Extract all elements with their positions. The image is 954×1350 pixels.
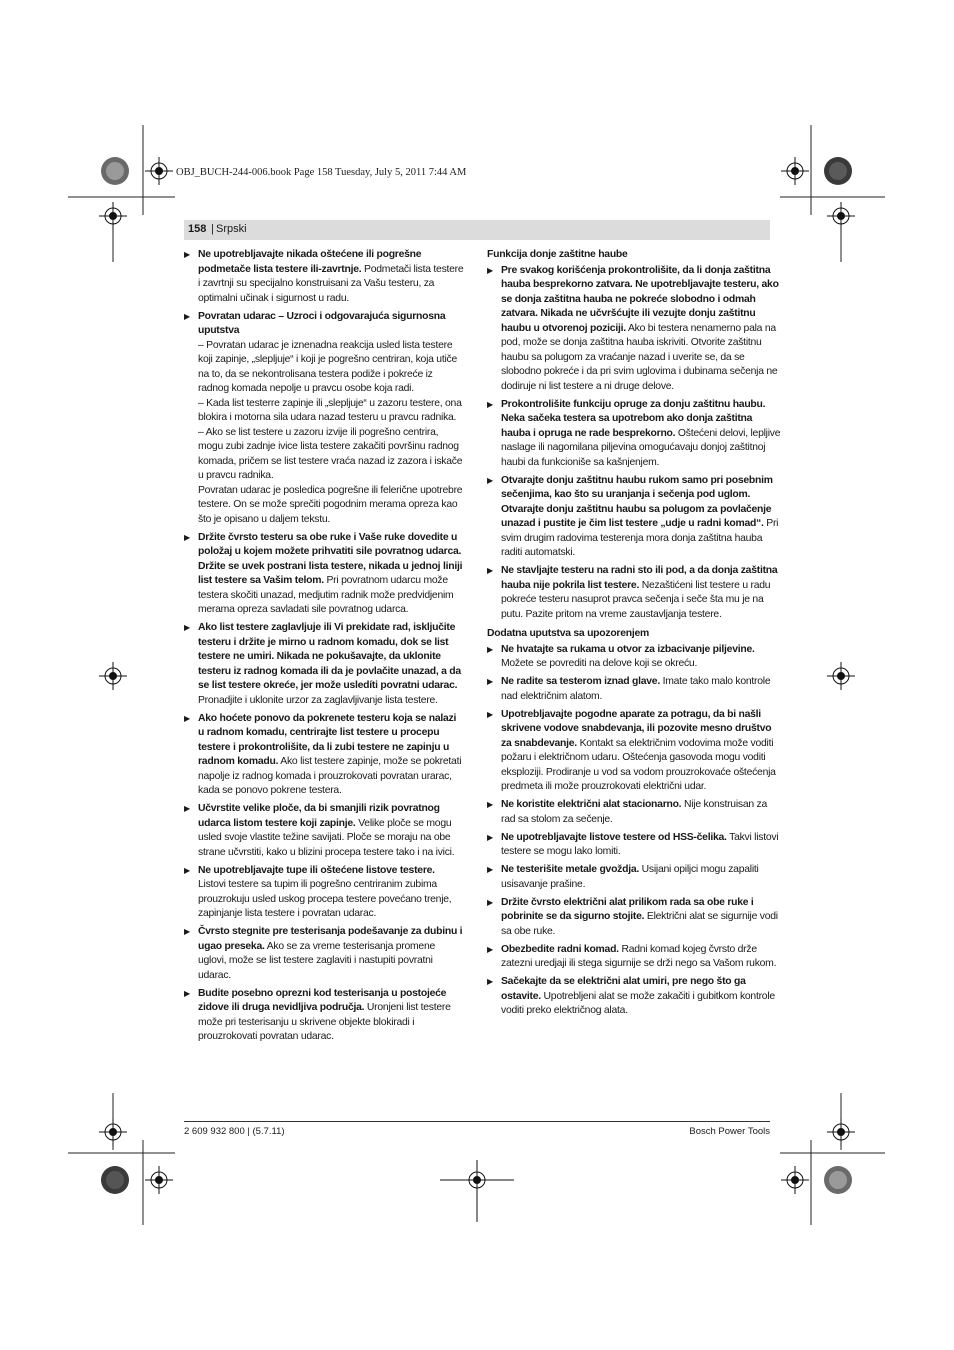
safety-item: ▶ Ne testerišite metale gvoždja. Usijani opiljci mogu zapaliti usisavanje prašine. xyxy=(487,863,783,892)
safety-item: ▶ Čvrsto stegnite pre testerisanja podešavanje za dubinu i ugao preseka. Ako se za vreme testerisanja promene uglovi, može se list testere zaglaviti i nastupiti povratni udarac. xyxy=(184,925,464,983)
safety-item: ▶ Sačekajte da se električni alat umiri, pre nego što ga ostavite. Upotrebljeni alat se može zakačiti i gubitkom kontrole voditi preko električnog alata. xyxy=(487,975,783,1019)
safety-item: ▶ Povratan udarac – Uzroci i odgovarajuća sigurnosna uputstva – Povratan udarac je iznenadna reakcija usled lista testere koji zapinje, „slepljuje“ i koji je pogrešno centriran, koja utiče na to, da se nekontrolisana testera podiže i pokreće iz radnog komada nepolje u pravcu osobe koja radi. – Kada list testerre zapinje ili „slepljuje“ u zazoru testere, ona blokira i motorna sila udara nazad testeru u pravcu radnika. – Ako se list testere u zazoru izvije ili pogrešno centrira, mogu zubi zadnje ivice lista testere zakačiti površinu radnog komada, pričem se list testere vraća nazad iz zazora i iskače u pravcu radnika. Povratan udarac je posledica pogrešne ili feleričnе upotrebre testere. On se može sprečiti pogodnim merama opreza kao što je opisano u daljem tekstu. xyxy=(184,310,464,528)
header-separator: | xyxy=(211,223,214,235)
footer-document-code: 2 609 932 800 | (5.7.11) xyxy=(184,1126,285,1137)
safety-item: ▶ Ne koristite električni alat stacionarno. Nije konstruisan za rad sa stolom za sečenje. xyxy=(487,798,783,827)
right-column xyxy=(487,248,781,1022)
safety-item: ▶ Ne hvatajte sa rukama u otvor za izbacivanje piljevine. Možete se povrediti na delove koji se okreću. xyxy=(487,643,783,672)
safety-item: ▶ Upotrebljavajte pogodne aparate za potragu, da bi našli skrivene vodove snabdevanja, ili pozovite mesno društvo za snabdevanje. Kontakt sa električnim vodovima može voditi požaru i električnom udaru. Oštećenja gasovoda mogu voditi eksploziji. Prodiranje u vod sa vodom prouzrokovaće oštećenja predmeta ili može prouzrokovati električni udar. xyxy=(487,708,783,795)
safety-item: ▶ Ne upotrebljavajte listove testere od HSS-čelika. Takvi listovi testere se mogu lako lomiti. xyxy=(487,831,783,860)
safety-item: ▶ Otvarajte donju zaštitnu haubu rukom samo pri posebnim sečenjima, kao što su uranjanja i sečenja pod uglom. Otvarajte donju zaštitnu haubu sa polugom za povlačenje unazad i pustite je čim list testere „udje u radni komad“. Pri svim drugim radovima testerenja mora donja zaštitna hauba raditi automatski. xyxy=(487,474,783,561)
safety-item: ▶ Pre svakog korišćenja prokontrolišite, da li donja zaštitna hauba besprekorno zatvara. Ne upotrebljavajte testeru, ako se donja zaštitna hauba ne pokreće slobodno i odmah zatvara. Nikada ne učvršćujte ili vezujte donju zaštitnu haubu u otvorenoj poziciji. Ako bi testera nenamerno pala na pod, može se donja zaštitna hauba iskriviti. Otvorite zaštitnu haubu sa polugom za vraćanje nazad i uverite se, da se slobodno pokreće i da pri svim uglovima i dubinama sečenja ne dodiruje ni list testere a ni druge delove. xyxy=(487,264,783,395)
footer-rule xyxy=(184,1121,770,1122)
section-name: Srpski xyxy=(216,223,247,235)
safety-item: ▶ Prokontrolišite funkciju opruge za donju zaštitnu haubu. Neka sačeka testera sa upotrebom ako donja zaštitna hauba i opruga ne rade besprekorno. Oštećeni delovi, lepljive naslage ili nagomilana piljevina omogućavaju donjoj zaštitnoj haubi da funkcioniše sa kašnjenjem. xyxy=(487,398,783,471)
safety-item: ▶ Ako hoćete ponovo da pokrenete testeru koja se nalazi u radnom komadu, centrirajte list testere u procepu testere i prokontrolišite, da li zubi testere ne zapinju u radnom komadu. Ako list testere zapinje, može se pokretati napolje iz radnog komada i prouzrokovati povratan urarac, kada se ponovo pokrene testera. xyxy=(184,712,464,799)
left-column xyxy=(184,248,464,1048)
safety-item: ▶ Ne radite sa testerom iznad glave. Imate tako malo kontrole nad električnim alatom. xyxy=(487,675,783,704)
page-number: 158 xyxy=(188,223,207,235)
page-header-band xyxy=(184,220,770,240)
safety-item: ▶ Držite čvrsto testeru sa obe ruke i Vaše ruke dovedite u položaj u kojem možete prihvatiti sile povratnog udarca. Držite se uvek postrani lista testere, nikada u jednoj liniji list testere sa Vašim telom. Pri povratnom udarcu može testera skočiti unazad, medjutim radnik može predvidjenim merama opreza savladati sile povratnog udarca. xyxy=(184,531,464,618)
safety-item: ▶ Ne stavljajte testeru na radni sto ili pod, a da donja zaštitna hauba nije pokrila list testere. Nezaštićeni list testere u radu pokreće testeru nasuprot pravca sečenja i seče šta mu je na putu. Pazite pritom na vreme zaustavljanja testere. xyxy=(487,564,783,622)
safety-item: ▶ Ne upotrebljavajte nikada oštećene ili pogrešne podmetače lista testere ili-zavrtnje. Podmetači lista testere i zavrtnji su specijalno konstruisani za Vašu testeru, za optimalni učinak i sigurnost u radu. xyxy=(184,248,464,306)
safety-item: ▶ Držite čvrsto električni alat prilikom rada sa obe ruke i pobrinite se da sigurno stojite. Električni alat se sigurnije vodi sa obe ruke. xyxy=(487,896,783,940)
section-heading: Funkcija donje zaštitne haube xyxy=(487,249,628,260)
footer-brand: Bosch Power Tools xyxy=(689,1126,770,1137)
safety-item: ▶ Učvrstite velike ploče, da bi smanjili rizik povratnog udarca listom testere koji zapinje. Velike ploče se mogu usled svoje vlastite težine savijati. Ploče se moraju na obe strane učvrstiti, kako u blizini procepa testere tako i na ivici. xyxy=(184,802,464,860)
safety-item: ▶ Budite posebno oprezni kod testerisanja u postojeće zidove ili druga nevidljiva područja. Uronjeni list testere može pri testerisanju u skrivene objekte blokiradi i prouzrokovati povratan udarac. xyxy=(184,987,464,1045)
print-file-header: OBJ_BUCH-244-006.book Page 158 Tuesday, July 5, 2011 7:44 AM xyxy=(176,167,467,178)
safety-item: ▶ Ne upotrebljavajte tupe ili oštećene listove testere. Listovi testere sa tupim ili pogrešno centriranim zubima prouzrokuju usled uskog procepa testere povećano trenje, zapinjanje lista testere i povratan udarac. xyxy=(184,864,464,922)
section-heading: Dodatna uputstva sa upozorenjem xyxy=(487,628,649,639)
safety-item: ▶ Obezbedite radni komad. Radni komad kojeg čvrsto drže zatezni uredjaji ili stega sigurnije se drži nego sa Vašom rukom. xyxy=(487,943,783,972)
safety-item: ▶ Ako list testere zaglavljuje ili Vi prekidate rad, isključite testeru i držite je mirno u radnom komadu, dok se list testere ne umiri. Nikada ne pokušavajte, da uklonite testeru iz radnog komada ili da je povlačite unazad, a da se list testere okreće, jer može usledíti povratni udarac. Pronadjite i uklonite urzor za zaglavljivanje lista testere. xyxy=(184,621,464,708)
